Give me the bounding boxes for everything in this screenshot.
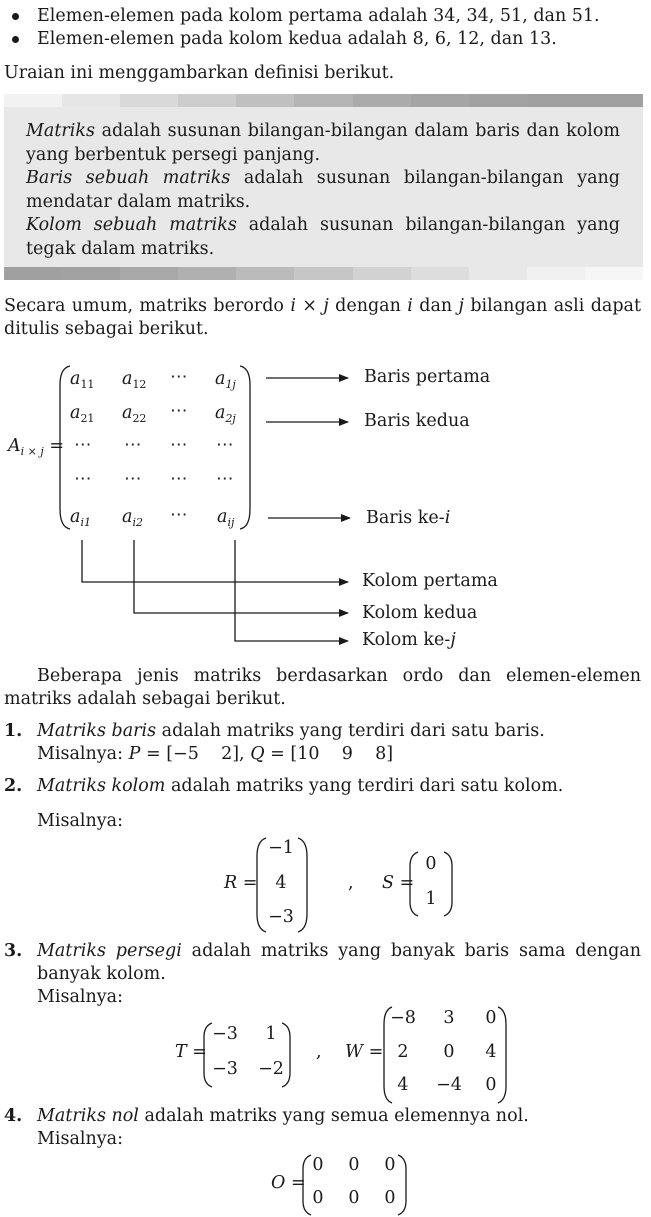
item-text-3: Matriks persegi adalah matriks yang banyak baris sama dengan banyak kolom. xyxy=(37,941,641,984)
item-text-1: Matriks baris adalah matriks yang terdiri dari satu baris. xyxy=(37,721,545,741)
comma-separator: , xyxy=(316,1042,322,1062)
matrix-T-cell: 1 xyxy=(265,1024,277,1044)
types-intro-text: Beberapa jenis matriks berdasarkan ordo dan elemen-elemen matriks adalah sebagai berikut. xyxy=(4,666,641,709)
matrix-O-right-paren xyxy=(398,1155,406,1215)
matrix-cell-a21: $a_{21}$ xyxy=(70,403,95,425)
general-intro-part3: dan xyxy=(412,296,459,316)
matrix-cell-dots: ⋯ xyxy=(74,469,92,489)
var-i: i xyxy=(407,296,413,316)
matrix-R-right-paren xyxy=(298,838,307,932)
definition-term-kolom: Kolom sebuah matriks xyxy=(26,215,237,235)
definition-intro: Uraian ini menggambarkan definisi berikut. xyxy=(4,63,395,83)
item-number-4: 4. xyxy=(4,1106,23,1126)
var-Q: Q xyxy=(250,744,265,764)
matrix-R-left-paren xyxy=(257,838,266,932)
matrix-R-cell: −3 xyxy=(268,907,294,927)
matrix-cell-a12: $a_{12}$ xyxy=(122,369,147,391)
example-label-3: Misalnya: xyxy=(37,987,124,1007)
matrix-cell-dots: ⋯ xyxy=(170,505,188,525)
matrix-W-right-paren xyxy=(498,1007,506,1103)
matrix-lhs-equals: = xyxy=(49,436,65,456)
matrix-T-cell: −3 xyxy=(212,1059,238,1079)
matrix-cell-dots: ⋯ xyxy=(170,469,188,489)
matrix-cell-dots: ⋯ xyxy=(170,401,188,421)
matrix-cell-dots: ⋯ xyxy=(170,367,188,387)
matrix-O-cell: 0 xyxy=(348,1188,360,1208)
item-number-3: 3. xyxy=(4,941,23,961)
definition-term-baris: Baris sebuah matriks xyxy=(26,168,231,188)
row-label-ith: Baris ke-i xyxy=(366,508,451,528)
matrix-cell-a1j: $a_{1j}$ xyxy=(215,369,236,391)
bullet-item-1: Elemen-elemen pada kolom pertama adalah 34, 34, 51, dan 51. xyxy=(37,6,600,26)
matrix-W-cell: 3 xyxy=(443,1008,455,1028)
matrix-Q-values: [10 9 8] xyxy=(290,744,394,764)
general-intro-part4: bilangan asli dapat ditulis sebagai berikut. xyxy=(4,296,642,339)
matrix-cell-dots: ⋯ xyxy=(124,469,142,489)
matrix-W-cell: 0 xyxy=(485,1075,497,1095)
matrix-cell-aij: $a_{ij}$ xyxy=(217,507,235,529)
matrix-P-values: [−5 2] xyxy=(166,744,240,764)
definition-text-2: adalah susunan bilangan-bilangan yang mendatar dalam matriks. xyxy=(26,168,621,212)
definition-text-1: adalah susunan bilangan-bilangan dalam baris dan kolom yang berbentuk persegi panjang. xyxy=(26,121,620,165)
example-label-2: Misalnya: xyxy=(37,811,124,831)
matrix-cell-dots: ⋯ xyxy=(216,469,234,489)
matrix-S-lhs: S = xyxy=(382,873,415,893)
matrix-S-left-paren xyxy=(410,852,418,916)
comma-separator: , xyxy=(348,873,354,893)
matrix-W-cell: 0 xyxy=(443,1042,455,1062)
matrix-W-cell: −4 xyxy=(436,1075,462,1095)
matrix-S-cell: 1 xyxy=(425,889,437,909)
matrix-T-left-paren xyxy=(204,1023,212,1087)
matrix-cell-ai2: $a_{i2}$ xyxy=(122,507,143,529)
matrix-cell-a11: $a_{11}$ xyxy=(70,369,95,391)
example-label-4: Misalnya: xyxy=(37,1129,124,1149)
col-label-second: Kolom kedua xyxy=(362,603,478,623)
item-text-4: Matriks nol adalah matriks yang semua elemennya nol. xyxy=(37,1106,529,1126)
matrix-O-cell: 0 xyxy=(384,1155,396,1175)
general-intro-part1: Secara umum, matriks berordo xyxy=(4,296,291,316)
matrix-W-cell: 4 xyxy=(397,1075,409,1095)
matrix-O-cell: 0 xyxy=(384,1188,396,1208)
matrix-W-cell: 4 xyxy=(485,1042,497,1062)
bullet-item-2: Elemen-elemen pada kolom kedua adalah 8, 6, 12, dan 13. xyxy=(37,29,557,49)
matrix-T-lhs: T = xyxy=(175,1042,207,1062)
matrix-O-lhs: O = xyxy=(271,1173,306,1193)
item-number-1: 1. xyxy=(4,721,23,741)
matrix-T-right-paren xyxy=(282,1023,290,1087)
definition-term-matriks: Matriks xyxy=(26,121,95,141)
matrix-W-left-paren xyxy=(384,1007,392,1103)
matrix-T-cell: −2 xyxy=(258,1059,284,1079)
matrix-O-cell: 0 xyxy=(348,1155,360,1175)
example-label: Misalnya: xyxy=(37,744,124,764)
col-label-jth: Kolom ke-j xyxy=(362,630,456,650)
col-label-first: Kolom pertama xyxy=(362,571,498,591)
var-P: P xyxy=(128,744,141,764)
matrix-W-lhs: W = xyxy=(345,1042,384,1062)
var-j: j xyxy=(458,296,464,316)
matrix-lhs-order: i × j xyxy=(20,445,44,458)
matrix-W-cell: 0 xyxy=(485,1008,497,1028)
order-expression: i × j xyxy=(290,296,329,316)
matrix-cell-dots: ⋯ xyxy=(124,435,142,455)
general-intro-part2: dengan xyxy=(328,296,408,316)
item-number-2: 2. xyxy=(4,776,23,796)
matrix-lhs-name: A xyxy=(8,436,21,456)
matrix-W-cell: 2 xyxy=(397,1042,409,1062)
matrix-S-cell: 0 xyxy=(425,854,437,874)
matrix-cell-dots: ⋯ xyxy=(216,435,234,455)
example-row-1: Misalnya: P = [−5 2], Q = [10 9 8] xyxy=(37,744,394,764)
row-label-first: Baris pertama xyxy=(364,367,491,387)
matrix-T-cell: −3 xyxy=(212,1024,238,1044)
matrix-cell-a22: $a_{22}$ xyxy=(122,403,147,425)
matrix-cell-ai1: $a_{i1}$ xyxy=(70,507,91,529)
matrix-O-left-paren xyxy=(303,1155,311,1215)
matrix-R-cell: −1 xyxy=(268,838,294,858)
matrix-O-cell: 0 xyxy=(312,1155,324,1175)
matrix-cell-dots: ⋯ xyxy=(74,435,92,455)
matrix-cell-a2j: $a_{2j}$ xyxy=(215,403,236,425)
definition-text-3: adalah susunan bilangan-bilangan yang tegak dalam matriks. xyxy=(26,215,620,259)
matrix-R-lhs: R = xyxy=(224,873,258,893)
matrix-W-cell: −8 xyxy=(390,1008,416,1028)
matrix-S-right-paren xyxy=(444,852,452,916)
item-text-2: Matriks kolom adalah matriks yang terdiri dari satu kolom. xyxy=(37,776,564,796)
matrix-R-cell: 4 xyxy=(275,873,287,893)
matrix-cell-dots: ⋯ xyxy=(170,435,188,455)
row-label-second: Baris kedua xyxy=(364,411,470,431)
matrix-O-cell: 0 xyxy=(312,1188,324,1208)
